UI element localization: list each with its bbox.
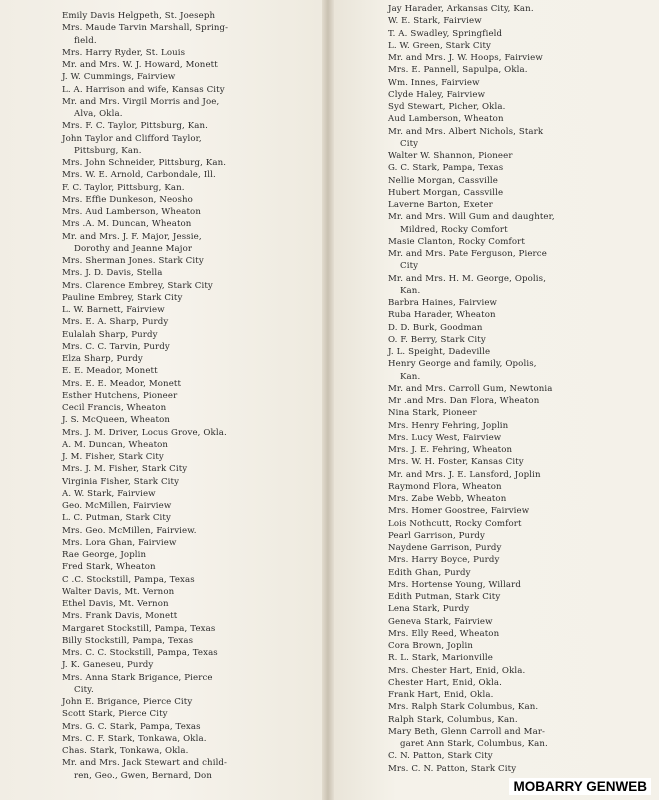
guest-entry [388, 77, 588, 89]
guest-entry [388, 199, 588, 211]
guest-entry [62, 329, 297, 341]
guest-entry-line: Mr .and Mrs. Dan Flora, Wheaton [388, 396, 540, 406]
guest-entry [388, 297, 588, 309]
guest-entry [62, 365, 297, 377]
guest-entry [388, 407, 588, 419]
guest-entry [388, 113, 588, 125]
guest-entry [62, 427, 297, 439]
guest-entry-line: J. K. Ganeseu, Purdy [62, 660, 154, 671]
guest-entry [62, 745, 297, 757]
guest-entry [62, 414, 297, 426]
guest-entry [388, 689, 588, 701]
guest-entry-line: Mr. and Mrs. Jack Stewart and child- [62, 758, 228, 769]
guest-entry-line: Laverne Barton, Exeter [388, 200, 493, 210]
guest-entry-line: Mrs. J. M. Fisher, Stark City [62, 464, 188, 475]
guest-entry-line: Esther Hutchens, Pioneer [62, 390, 178, 401]
guest-entry [388, 89, 588, 101]
guest-entry [62, 206, 297, 218]
guest-entry [388, 677, 588, 689]
guest-entry-line: Mrs. Harry Ryder, St. Louis [62, 47, 186, 58]
guest-entry-line: Masie Clanton, Rocky Comfort [388, 236, 525, 247]
guest-entry-line: Henry George and family, Opolis, [388, 359, 537, 370]
guest-entry [62, 586, 297, 598]
guest-entry-line: Eulalah Sharp, Purdy [62, 329, 158, 340]
guest-entry-line: Raymond Flora, Wheaton [388, 481, 502, 492]
guest-entry-line: Mr. and Mrs. Virgil Morris and Joe, [62, 96, 220, 107]
guest-entry-line: Mrs. Sherman Jones. Stark City [62, 256, 204, 266]
guest-entry-line: Mrs. G. C. Stark, Pampa, Texas [62, 721, 201, 732]
guest-entry [62, 733, 297, 745]
guest-entry [388, 505, 588, 517]
guest-entry [388, 40, 588, 52]
guest-entry-line: Mrs. Geo. McMillen, Fairview. [62, 525, 197, 536]
guest-entry-line: C .C. Stockstill, Pampa, Texas [62, 574, 195, 585]
guest-entry-line: A. M. Duncan, Wheaton [62, 439, 169, 450]
guest-entry [388, 640, 588, 652]
guest-entry-line: Hubert Morgan, Cassville [388, 187, 504, 198]
guest-entry-line: W. E. Stark, Fairview [388, 16, 482, 27]
guest-entry-line: Mrs. J. D. Davis, Stella [62, 268, 163, 279]
guest-entry [388, 346, 588, 358]
guest-entry-line: Clyde Haley, Fairview [388, 89, 486, 100]
guest-entry [62, 390, 297, 402]
guest-entry-line: Mrs. E. A. Sharp, Purdy [62, 317, 169, 328]
guest-entry-line: Naydene Garrison, Purdy [388, 543, 502, 553]
guest-entry-line: Mr. and Mrs. Carroll Gum, Newtonia [388, 383, 553, 394]
guest-entry [62, 353, 297, 365]
guest-entry [388, 309, 588, 321]
guest-entry-line: Mrs. C. N. Patton, Stark City [388, 763, 517, 774]
guest-entry-line: Mrs. Chester Hart, Enid, Okla. [388, 665, 526, 676]
guest-entry-line: Mrs. W. H. Foster, Kansas City [388, 457, 524, 468]
guest-entry-line: Mrs. Elly Reed, Wheaton [388, 628, 500, 639]
guest-entry [62, 157, 297, 169]
guest-entry-line: John E. Brigance, Pierce City [62, 697, 193, 707]
guest-entry [388, 64, 588, 76]
guest-entry-line: Barbra Haines, Fairview [388, 298, 498, 308]
guest-entry-continuation: City [400, 261, 419, 272]
guest-entry [388, 334, 588, 346]
guest-entry-line: Pauline Embrey, Stark City [62, 292, 183, 303]
guest-entry-line: Mrs. Maude Tarvin Marshall, Spring- [62, 23, 229, 34]
guest-entry-line: J. S. McQueen, Wheaton [62, 415, 171, 426]
guest-entry-line: Edith Putman, Stark City [388, 592, 501, 602]
guest-entry-line: Fred Stark, Wheaton [62, 562, 156, 573]
guest-entry [62, 280, 297, 292]
guest-entry [388, 444, 588, 456]
right-name-list [388, 3, 588, 775]
guest-entry [388, 28, 588, 40]
guest-entry-line: L. C. Putman, Stark City [62, 513, 171, 524]
guest-entry [62, 231, 297, 256]
guest-entry [388, 126, 588, 151]
guest-entry-line: G. C. Stark, Pampa, Texas [388, 163, 504, 174]
guest-entry [388, 616, 588, 628]
guest-entry [388, 15, 588, 27]
guest-entry [62, 120, 297, 132]
guest-entry-line: Lois Nothcutt, Rocky Comfort [388, 518, 522, 529]
guest-entry-line: Chas. Stark, Tonkawa, Okla. [62, 746, 189, 756]
guest-entry-line: Mrs. Hortense Young, Willard [388, 579, 522, 590]
guest-entry-line: Mrs. Clarence Embrey, Stark City [62, 280, 213, 291]
guest-entry-line: Mr. and Mrs. J. F. Major, Jessie, [62, 231, 202, 242]
guest-entry-line: Syd Stewart, Picher, Okla. [388, 102, 506, 112]
guest-entry [388, 469, 588, 481]
guest-entry [388, 750, 588, 762]
guest-entry [388, 628, 588, 640]
guest-entry-line: Walter W. Shannon, Pioneer [388, 151, 513, 161]
guest-entry [62, 537, 297, 549]
guest-entry [388, 101, 588, 113]
guest-entry-line: Nina Stark, Pioneer [388, 408, 477, 419]
guest-entry [388, 456, 588, 468]
guest-entry [388, 701, 588, 713]
guest-entry-line: Mr. and Mrs. J. W. Hoops, Fairview [388, 53, 543, 63]
guest-entry [62, 267, 297, 279]
guest-entry-line: Pearl Garrison, Purdy [388, 530, 486, 541]
guest-entry [388, 714, 588, 726]
guest-entry-line: Emily Davis Helgpeth, St. Joeseph [62, 11, 216, 21]
guest-entry [388, 248, 588, 273]
guest-entry [62, 341, 297, 353]
guest-entry-line: Edith Ghan, Purdy [388, 567, 471, 578]
guest-entry-line: Rae George, Joplin [62, 550, 147, 560]
guest-entry [62, 182, 297, 194]
guest-entry-line: Mrs. C. C. Tarvin, Purdy [62, 341, 170, 352]
guest-entry-line: Mrs. Henry Fehring, Joplin [388, 420, 509, 431]
guest-entry [62, 169, 297, 181]
guest-entry [388, 579, 588, 591]
guest-entry-line: J. W. Cummings, Fairview [62, 72, 176, 83]
guest-entry [62, 316, 297, 328]
guest-entry [62, 574, 297, 586]
guest-entry [62, 525, 297, 537]
guest-entry-continuation: Pittsburg, Kan. [74, 145, 142, 156]
guest-entry-line: Mrs. E. Pannell, Sapulpa, Okla. [388, 65, 528, 76]
guest-entry-line: Billy Stockstill, Pampa, Texas [62, 635, 194, 646]
guest-entry-line: John Taylor and Clifford Taylor, [62, 133, 202, 144]
guest-entry-line: Mrs. Ralph Stark Columbus, Kan. [388, 702, 539, 713]
guest-entry-line: Mrs. J. M. Driver, Locus Grove, Okla. [62, 427, 227, 438]
guest-entry [62, 439, 297, 451]
guest-entry-continuation: Alva, Okla. [74, 109, 123, 119]
guest-entry-line: Mrs. Lucy West, Fairview [388, 432, 502, 443]
guest-entry [388, 481, 588, 493]
guest-entry-line: L. W. Green, Stark City [388, 40, 492, 51]
guest-entry-line: Mrs. Effie Dunkeson, Neosho [62, 194, 193, 205]
page-fold [322, 0, 334, 800]
guest-entry-line: Mrs. C. F. Stark, Tonkawa, Okla. [62, 733, 207, 744]
guest-entry-line: Ethel Davis, Mt. Vernon [62, 599, 169, 609]
guest-entry-line: Lena Stark, Purdy [388, 604, 470, 615]
guest-entry [388, 567, 588, 579]
guest-entry-continuation: garet Ann Stark, Columbus, Kan. [400, 739, 548, 749]
guest-entry [62, 59, 297, 71]
guest-entry [62, 84, 297, 96]
guest-entry-continuation: Kan. [400, 285, 421, 296]
guest-entry [62, 96, 297, 121]
guest-entry [62, 10, 297, 22]
guest-entry-continuation: Dorothy and Jeanne Major [74, 243, 193, 254]
guest-entry [388, 3, 588, 15]
guest-entry-line: Mary Beth, Glenn Carroll and Mar- [388, 726, 546, 737]
guest-entry-line: Mr. and Mrs. H. M. George, Opolis, [388, 273, 547, 284]
guest-entry [388, 187, 588, 199]
guest-entry [62, 610, 297, 622]
guest-entry-line: O. F. Berry, Stark City [388, 334, 486, 345]
guest-entry-line: E. E. Meador, Monett [62, 366, 158, 377]
guest-entry [62, 708, 297, 720]
guest-entry-line: Mr. and Mrs. Will Gum and daughter, [388, 212, 555, 223]
guest-entry [62, 476, 297, 488]
guest-entry [62, 549, 297, 561]
guest-entry [62, 378, 297, 390]
guest-entry [388, 763, 588, 775]
guest-entry-line: Wm. Innes, Fairview [388, 77, 480, 88]
guest-entry-line: Mrs. John Schneider, Pittsburg, Kan. [62, 158, 227, 168]
guest-entry [388, 518, 588, 530]
guest-entry-line: F. C. Taylor, Pittsburg, Kan. [62, 182, 185, 193]
guest-entry-line: Margaret Stockstill, Pampa, Texas [62, 623, 216, 634]
guest-entry-line: Jay Harader, Arkansas City, Kan. [388, 4, 534, 14]
guest-entry-line: Scott Stark, Pierce City [62, 709, 168, 720]
guest-entry [62, 22, 297, 47]
guest-entry-line: Mrs. W. E. Arnold, Carbondale, Ill. [62, 170, 216, 181]
guest-entry-line: L. W. Barnett, Fairview [62, 305, 165, 315]
guest-entry [388, 175, 588, 187]
guest-entry-line: Mrs. Aud Lamberson, Wheaton [62, 207, 201, 217]
guest-entry-line: R. L. Stark, Marionville [388, 653, 493, 664]
left-name-list [62, 10, 297, 782]
guest-entry-line: Mr. and Mrs. J. E. Lansford, Joplin [388, 469, 541, 480]
guest-entry [388, 652, 588, 664]
guest-entry-line: Ruba Harader, Wheaton [388, 310, 496, 321]
guest-entry [388, 52, 588, 64]
guest-entry-line: Nellie Morgan, Cassville [388, 175, 498, 186]
guest-entry [62, 463, 297, 475]
guest-entry [62, 647, 297, 659]
guest-entry-line: Mrs. Anna Stark Brigance, Pierce [62, 672, 213, 683]
guest-entry-line: Geneva Stark, Fairview [388, 616, 493, 627]
guest-entry [388, 665, 588, 677]
guest-entry-line: Mrs. E. E. Meador, Monett [62, 378, 182, 389]
guest-entry-line: Chester Hart, Enid, Okla. [388, 677, 503, 688]
guest-entry [62, 659, 297, 671]
guest-entry [62, 672, 297, 697]
guest-entry [62, 598, 297, 610]
guest-entry-line: Cora Brown, Joplin [388, 641, 473, 651]
guest-entry-line: D. D. Burk, Goodman [388, 322, 483, 333]
guest-entry-line: Elza Sharp, Purdy [62, 354, 143, 364]
guest-entry [62, 402, 297, 414]
guest-entry [388, 603, 588, 615]
guest-entry [62, 451, 297, 463]
guest-entry-continuation: City [400, 138, 419, 149]
guest-entry [62, 255, 297, 267]
guest-entry [388, 591, 588, 603]
guest-entry-line: Walter Davis, Mt. Vernon [62, 586, 175, 597]
guest-entry [388, 162, 588, 174]
guest-entry [62, 635, 297, 647]
guest-entry-line: Mrs. Frank Davis, Monett [62, 611, 178, 622]
guest-entry-continuation: City. [74, 684, 94, 695]
guest-entry-line: Mrs. J. E. Fehring, Wheaton [388, 445, 513, 455]
guest-entry-line: Cecil Francis, Wheaton [62, 403, 167, 413]
guest-entry-continuation: ren, Geo., Gwen, Bernard, Don [74, 770, 212, 781]
guest-entry [388, 395, 588, 407]
guest-entry-line: Mr. and Mrs. Albert Nichols, Stark [388, 126, 544, 137]
guest-entry-line: Mrs .A. M. Duncan, Wheaton [62, 219, 192, 230]
guest-entry [62, 488, 297, 500]
guest-entry [388, 554, 588, 566]
guest-entry-line: Aud Lamberson, Wheaton [388, 114, 504, 125]
guest-entry [388, 493, 588, 505]
guest-entry [62, 218, 297, 230]
guest-entry [62, 133, 297, 158]
guest-entry [62, 292, 297, 304]
guest-entry [388, 383, 588, 395]
guest-entry [62, 561, 297, 573]
guest-entry-line: J. M. Fisher, Stark City [62, 452, 164, 462]
guest-entry [62, 623, 297, 635]
guest-entry [62, 47, 297, 59]
guest-entry [62, 194, 297, 206]
guest-entry-line: Frank Hart, Enid, Okla. [388, 690, 494, 700]
guest-entry-line: Ralph Stark, Columbus, Kan. [388, 714, 518, 725]
guest-entry-line: Mr. and Mrs. Pate Ferguson, Pierce [388, 249, 547, 259]
guest-entry [62, 721, 297, 733]
guest-entry [62, 512, 297, 524]
guest-entry [388, 432, 588, 444]
watermark-label: MOBARRY GENWEB [509, 778, 651, 795]
guest-entry-line: Virginia Fisher, Stark City [62, 476, 180, 487]
guest-entry [388, 236, 588, 248]
guest-entry [62, 757, 297, 782]
guest-entry [62, 696, 297, 708]
guest-entry-line: A. W. Stark, Fairview [62, 488, 156, 499]
guest-entry [388, 322, 588, 334]
guest-entry-line: L. A. Harrison and wife, Kansas City [62, 84, 225, 95]
guest-entry [62, 500, 297, 512]
guest-entry-line: Mrs. Harry Boyce, Purdy [388, 555, 500, 566]
guest-entry-line: Mrs. C. C. Stockstill, Pampa, Texas [62, 648, 218, 658]
guest-entry [388, 358, 588, 383]
guest-entry [62, 304, 297, 316]
guest-entry-line: Mrs. Homer Goostree, Fairview [388, 506, 530, 517]
guest-entry [388, 420, 588, 432]
guest-entry-line: Mrs. Lora Ghan, Fairview [62, 537, 177, 548]
guest-entry-line: J. L. Speight, Dadeville [388, 347, 491, 357]
guest-entry [62, 71, 297, 83]
guest-entry-line: Mr. and Mrs. W. J. Howard, Monett [62, 60, 218, 70]
guest-entry-line: T. A. Swadley, Springfield [388, 28, 503, 39]
guest-entry-continuation: field. [74, 35, 97, 46]
guest-entry-line: Mrs. Zabe Webb, Wheaton [388, 494, 507, 504]
guest-entry-continuation: Kan. [400, 371, 421, 382]
guest-entry [388, 530, 588, 542]
guest-entry-line: C. N. Patton, Stark City [388, 751, 493, 762]
guest-entry-line: Mrs. F. C. Taylor, Pittsburg, Kan. [62, 121, 209, 132]
guest-entry-continuation: Mildred, Rocky Comfort [400, 224, 508, 235]
guest-entry [388, 150, 588, 162]
guest-entry [388, 726, 588, 751]
guest-entry [388, 273, 588, 298]
guest-entry [388, 211, 588, 236]
guest-entry [388, 542, 588, 554]
guest-entry-line: Geo. McMillen, Fairview [62, 501, 172, 511]
